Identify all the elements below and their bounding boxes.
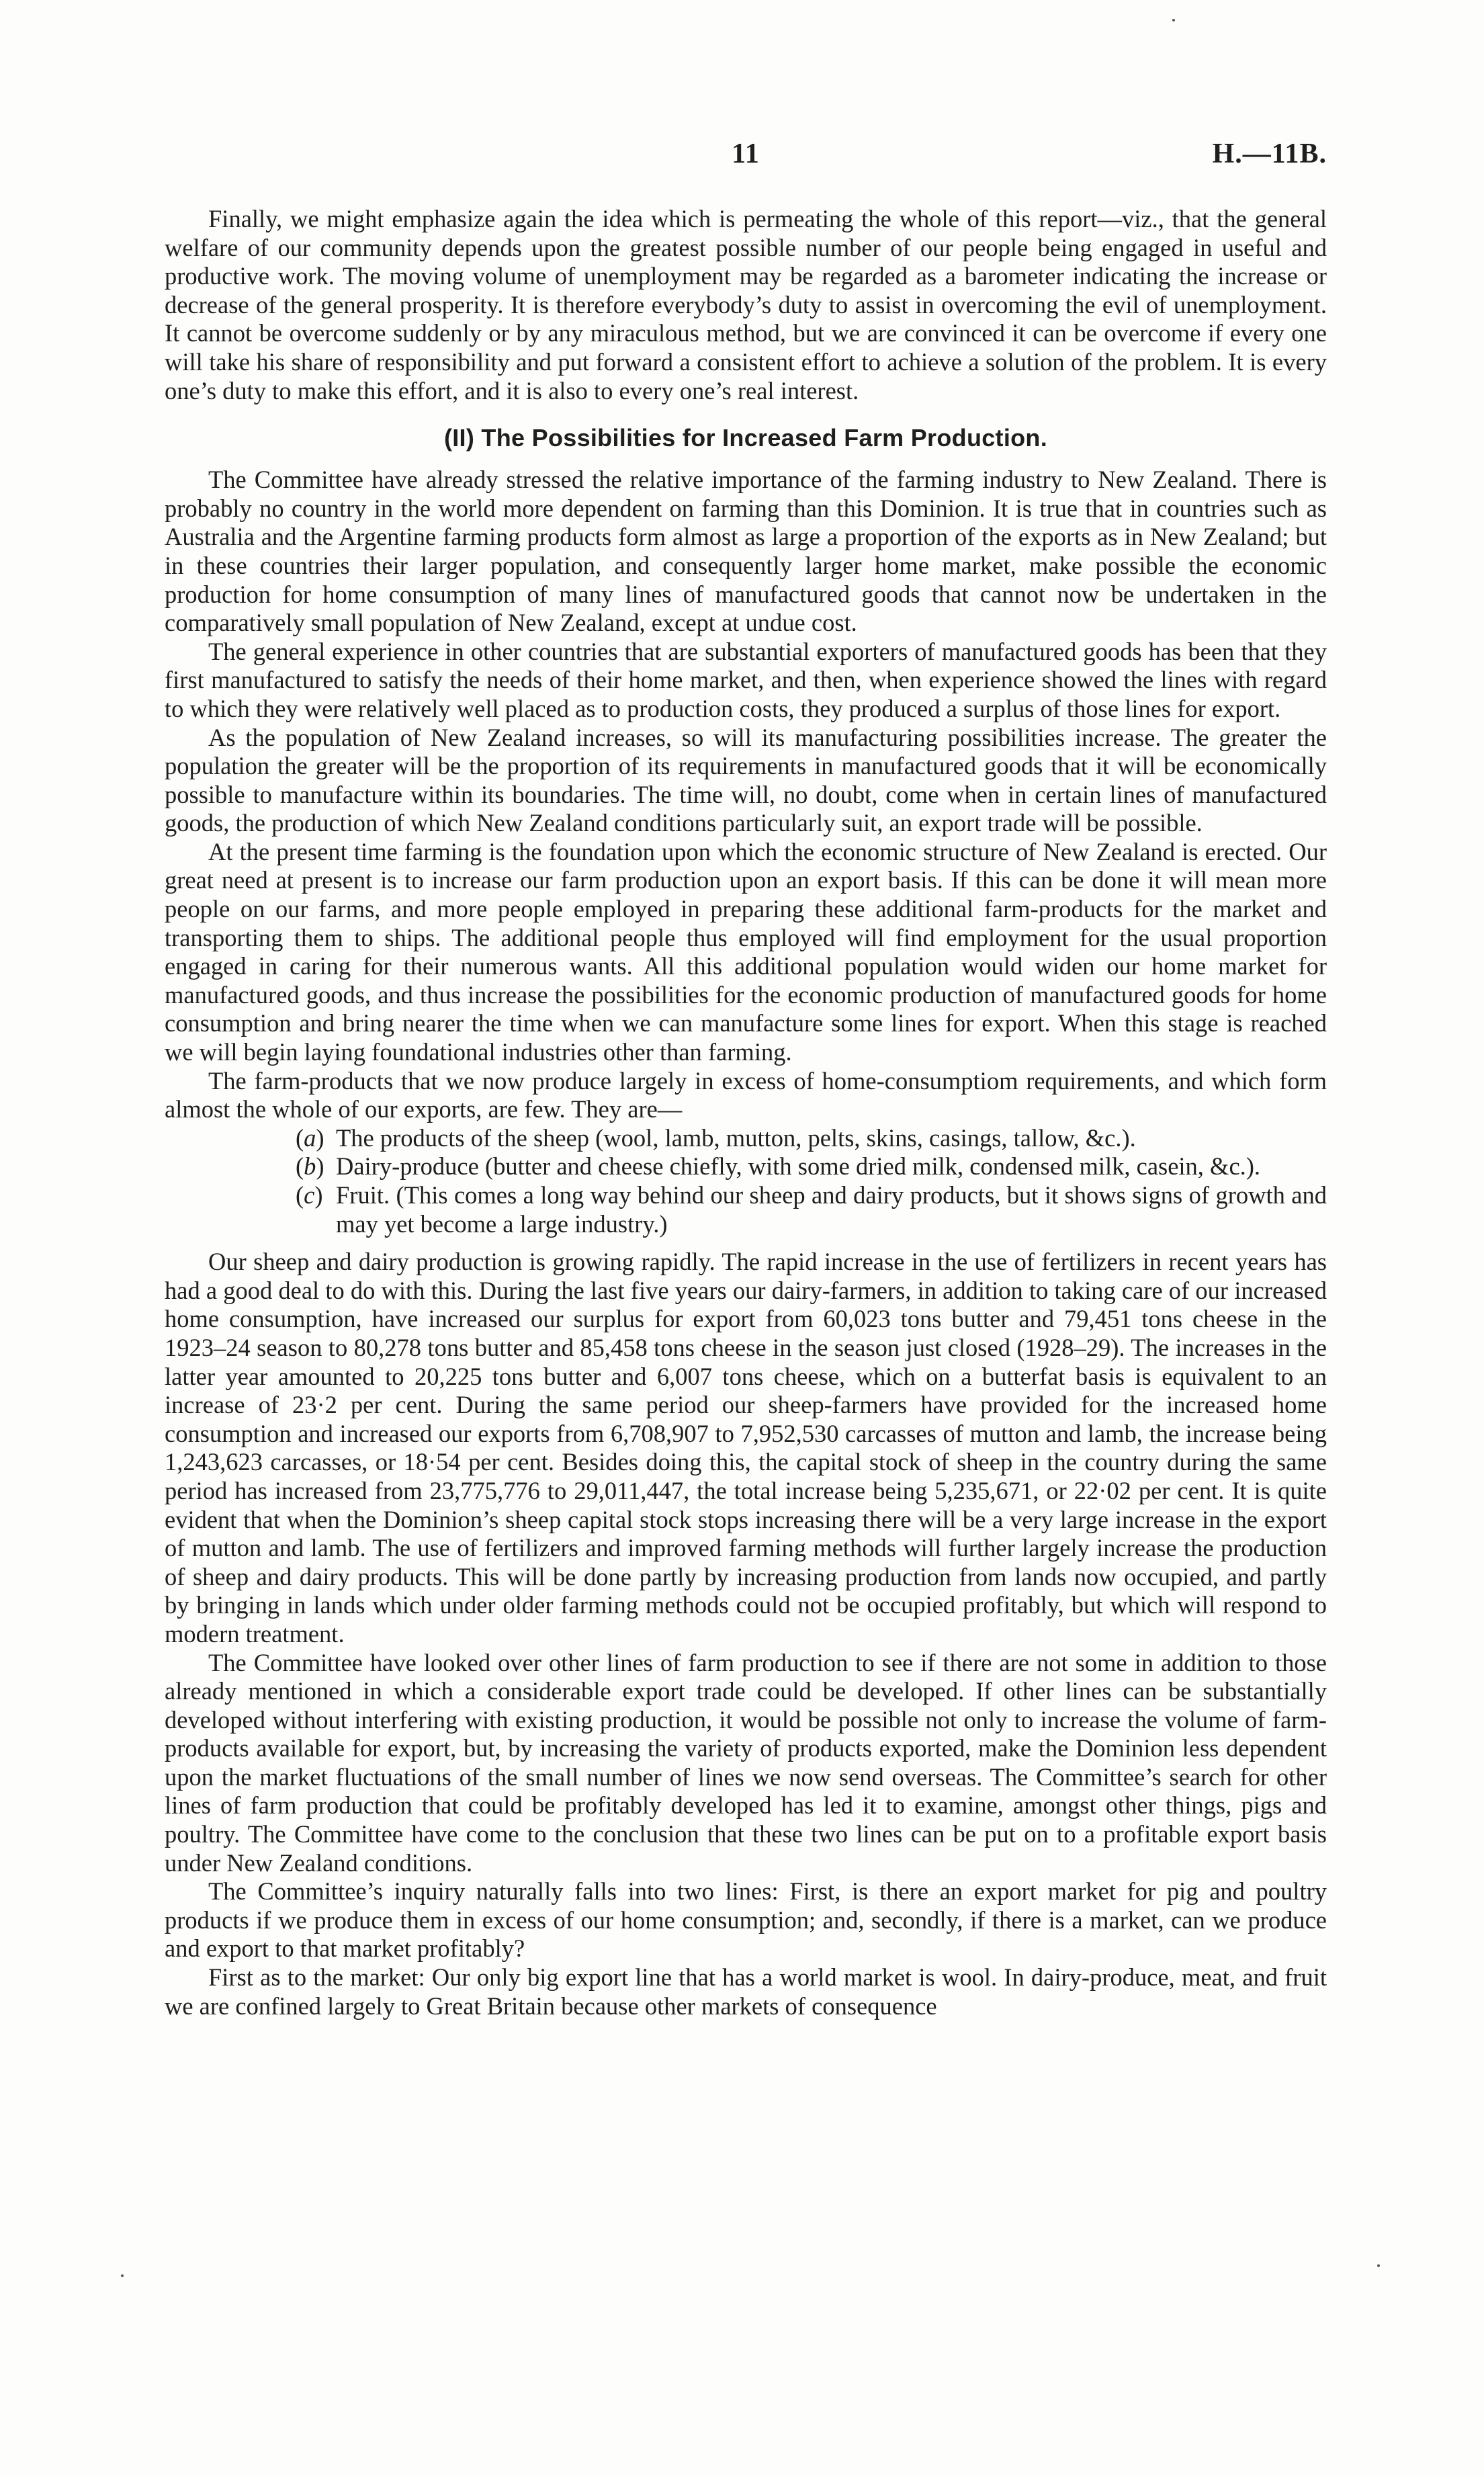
paragraph: The farm-products that we now produce largely in excess of home-consumptiom requirements, and which form almost the whole of our exports, are few. They are— [165,1066,1327,1123]
list-marker: b [304,1152,316,1181]
scan-speck [121,2274,124,2277]
list-item-text: Dairy-produce (butter and cheese chiefly, with some dried milk, condensed milk, casein, &c.). [336,1152,1261,1181]
list-item-text: Fruit. (This comes a long way behind our sheep and dairy products, but it shows signs of growth and may yet become a large industry.) [336,1181,1327,1238]
paragraph: Our sheep and dairy production is growing rapidly. The rapid increase in the use of fertilizers in recent years has had a good deal to do with this. During the last five years our dairy-farmers, in addition to taking care of our increased home consumption, have increased our surplus for export from 60,023 tons butter and 79,451 tons cheese in the 1923–24 season to 80,278 tons butter and 85,458 tons cheese in the season just closed (1928–29). The increases in the latter year amounted to 20,225 tons butter and 6,007 tons cheese, which on a butterfat basis is equivalent to an increase of 23·2 per cent. During the same period our sheep-farmers have provided for the increased home consumption and increased our exports from 6,708,907 to 7,952,530 carcasses of mutton and lamb, the increase being 1,243,623 carcasses, or 18·54 per cent. Besides doing this, the capital stock of sheep in the country during the same period has increased from 23,775,776 to 29,011,447, the total increase being 5,235,671, or 22·02 per cent. It is quite evident that when the Dominion’s sheep capital stock stops increasing there will be a very large increase in the export of mutton and lamb. The use of fertilizers and improved farming methods will further largely increase the production of sheep and dairy products. This will be done partly by increasing production from lands now occupied, and partly by bringing in lands which under older farming methods could not be occupied profitably, but which will respond to modern treatment. [165,1248,1327,1648]
scan-speck [1377,2264,1380,2267]
paragraph: First as to the market: Our only big export line that has a world market is wool. In dairy-produce, meat, and fruit we are confined largely to Great Britain because other markets of consequence [165,1963,1327,2020]
scan-speck [1172,19,1175,22]
list-item: (b) Dairy-produce (butter and cheese chiefly, with some dried milk, condensed milk, casein, &c.). [296,1152,1261,1181]
page-number: 11 [732,138,760,169]
list-item: (c) Fruit. (This comes a long way behind our sheep and dairy products, but it shows signs of growth and may yet become a large industry.) [296,1181,1327,1238]
page-header [165,138,1327,178]
paragraph: The Committee have looked over other lines of farm production to see if there are not some in addition to those already mentioned in which a considerable export trade could be developed. If other lines can be substantially developed without interfering with existing production, it would be possible not only to increase the volume of farm-products available for export, but, by increasing the variety of products exported, make the Dominion less dependent upon the market fluctuations of the small number of lines we now send overseas. The Committee’s search for other lines of farm production that could be profitably developed has led it to examine, amongst other things, pigs and poultry. The Committee have come to the conclusion that these two lines can be put on to a profitable export basis under New Zealand conditions. [165,1648,1327,1877]
list-marker: a [304,1123,316,1152]
document-reference: H.—11B. [1212,138,1327,169]
paragraph: At the present time farming is the foundation upon which the economic structure of New Zealand is erected. Our great need at present is to increase our farm production upon an export basis. If this can be done it will mean more people on our farms, and more people employed in preparing these additional farm-products for the market and transporting them to ships. The additional people thus employed will find employment for the usual proportion engaged in caring for their numerous wants. All this additional population would widen our home market for manufactured goods, and thus increase the possibilities for the economic production of manufactured goods for home consumption and bring nearer the time when we can manufacture some lines for export. When this stage is reached we will begin laying foundational industries other than farming. [165,837,1327,1066]
paragraph-intro: Finally, we might emphasize again the idea which is permeating the whole of this report—viz., that the general welfare of our community depends upon the greatest possible number of our people being engaged in useful and productive work. The moving volume of unemployment may be regarded as a barometer indicating the increase or decrease of the general prosperity. It is therefore everybody’s duty to assist in overcoming the evil of unemployment. It cannot be overcome suddenly or by any miraculous method, but we are convinced it can be overcome if every one will take his share of responsibility and put forward a consistent effort to achieve a solution of the problem. It is every one’s duty to make this effort, and it is also to every one’s real interest. [165,205,1327,404]
paragraph: The Committee have already stressed the relative importance of the farming industry to New Zealand. There is probably no country in the world more dependent on farming than this Dominion. It is true that in countries such as Australia and the Argentine farming products form almost as large a proportion of the exports as in New Zealand; but in these countries their larger population, and consequently larger home market, make possible the economic production for home consumption of many lines of manufactured goods that cannot now be undertaken in the comparatively small population of New Zealand, except at undue cost. [165,466,1327,637]
section-heading: (II) The Possibilities for Increased Farm Production. [443,424,1048,452]
paragraph: The general experience in other countries that are substantial exporters of manufactured goods has been that they first manufactured to satisfy the needs of their home market, and then, when experience showed the lines with regard to which they were relatively well placed as to production costs, they produced a surplus of those lines for export. [165,637,1327,722]
report-body [165,205,1327,2020]
farm-products-list [165,1124,1327,1238]
list-item: (a) The products of the sheep (wool, lamb, mutton, pelts, skins, casings, tallow, &c.). [296,1123,1136,1152]
list-item-text: The products of the sheep (wool, lamb, mutton, pelts, skins, casings, tallow, &c.). [336,1123,1136,1152]
paragraph: The Committee’s inquiry naturally falls into two lines: First, is there an export market for pig and poultry products if we produce them in excess of our home consumption; and, secondly, if there is a market, can we produce and export to that market profitably? [165,1877,1327,1963]
paragraph: As the population of New Zealand increases, so will its manufacturing possibilities increase. The greater the population the greater will be the proportion of its requirements in manufactured goods that it will be economically possible to manufacture within its boundaries. The time will, no doubt, come when in certain lines of manufactured goods, the production of which New Zealand conditions particularly suit, an export trade will be possible. [165,723,1327,837]
list-marker: c [304,1181,315,1209]
